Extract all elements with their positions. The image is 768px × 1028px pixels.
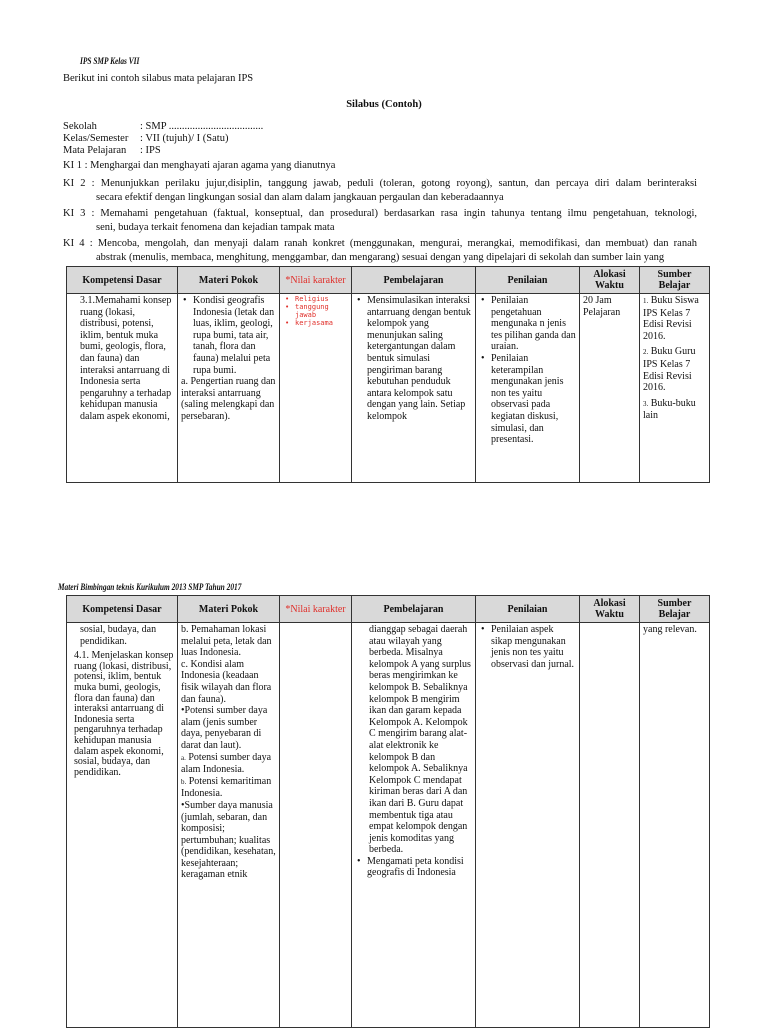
info-value: : SMP .................................... bbox=[140, 121, 264, 132]
nilai-tanggung-jawab: • tanggung jawab bbox=[295, 303, 348, 319]
kd-cell bbox=[67, 623, 178, 1028]
sumber-cell bbox=[640, 294, 710, 483]
ki-2 bbox=[63, 177, 697, 205]
materi-bullet: • Kondisi geografis Indonesia (letak dan luas, iklim, geologi, rupa bumi, tata air, tanah, flora dan fauna) melalui peta rupa bumi. bbox=[193, 295, 276, 376]
page-header-2: Materi Bimbingan teknis Kurikulum 2013 SMP Tahun 2017 bbox=[58, 582, 242, 592]
info-label: Sekolah bbox=[63, 121, 97, 132]
materi-item bbox=[181, 800, 276, 881]
info-mapel bbox=[63, 145, 161, 156]
col-alokasi-waktu: Alokasi Waktu bbox=[580, 596, 640, 623]
info-sekolah bbox=[63, 121, 263, 132]
ki-label: KI 4 bbox=[63, 238, 85, 249]
materi-cell bbox=[178, 294, 280, 483]
materi-mark: • bbox=[181, 799, 185, 811]
nilai-cell bbox=[280, 623, 352, 1028]
intro-text: Berikut ini contoh silabus mata pelajaran IPS bbox=[63, 73, 254, 84]
pembelajaran-bullet: • Mensimulasikan interaksi antarruang dengan bentuk kelompok yang menunjukan saling ketergantungan dalam bentuk simulasi pengiriman barang kebutuhan penduduk antara kelompok satu dengan yang lain. Setiap kelompok bbox=[367, 295, 472, 423]
materi-text: Potensi sumber daya alam (jenis sumber daya, penyebaran di darat dan laut). bbox=[181, 705, 268, 751]
penilaian-item: • Penilaian aspek sikap mengunakan jenis non tes yaitu observasi dan jurnal. bbox=[491, 624, 576, 670]
col-kompetensi-dasar: Kompetensi Dasar bbox=[67, 267, 178, 294]
materi-item bbox=[181, 752, 276, 776]
nilai-karakter-label: *Nilai karakter bbox=[285, 603, 346, 615]
ki-1 bbox=[63, 159, 697, 173]
materi-cell bbox=[178, 623, 280, 1028]
pembelajaran-cell bbox=[352, 623, 476, 1028]
col-alokasi-waktu: Alokasi Waktu bbox=[580, 267, 640, 294]
sumber-item bbox=[643, 398, 706, 422]
alokasi-cell: 20 Jam Pelajaran bbox=[580, 294, 640, 483]
materi-text: Potensi kemaritiman Indonesia. bbox=[181, 775, 272, 800]
sumber-num: 2. bbox=[643, 348, 649, 357]
materi-text: Kondisi alam Indonesia (keadaan fisik wilayah dan flora dan fauna). bbox=[181, 658, 272, 705]
col-nilai-karakter bbox=[280, 267, 352, 294]
col-pembelajaran: Pembelajaran bbox=[352, 267, 476, 294]
alokasi-cell bbox=[580, 623, 640, 1028]
materi-mark: b. bbox=[181, 777, 187, 786]
info-value: : IPS bbox=[140, 145, 161, 156]
kd-cell bbox=[67, 294, 178, 483]
ki-text-cont: secara efektif dengan lingkungan sosial dan alam dalam jangkauan pergaulan dan keberadaannya bbox=[96, 192, 504, 203]
ki-4 bbox=[63, 237, 697, 265]
ki-text: : Menunjukkan perilaku jujur,disiplin, tanggung jawab, peduli (toleran, gotong royong), santun, dan percaya diri dalam berinteraksi bbox=[91, 178, 697, 189]
pembelajaran-cell bbox=[352, 294, 476, 483]
ki-text-cont: seni, budaya terkait fenomena dan kejadian tampak mata bbox=[96, 222, 335, 233]
nilai-cell bbox=[280, 294, 352, 483]
materi-item bbox=[181, 624, 276, 659]
col-kompetensi-dasar: Kompetensi Dasar bbox=[67, 596, 178, 623]
info-label: Kelas/Semester bbox=[63, 133, 129, 144]
penilaian-item: • Penilaian pengetahuan mengunaka n jenis tes pilihan ganda dan uraian. bbox=[491, 295, 576, 353]
materi-text: Pemahaman lokasi melalui peta, letak dan luas Indonesia. bbox=[181, 624, 272, 659]
sumber-item bbox=[643, 346, 706, 393]
sumber-text: Buku-buku lain bbox=[643, 397, 696, 422]
pembelajaran-bullet: • Mengamati peta kondisi geografis di Indonesia bbox=[367, 856, 472, 879]
table-row bbox=[67, 623, 710, 1028]
ki-label: KI 3 bbox=[63, 208, 86, 219]
sumber-text: Buku Siswa IPS Kelas 7 Edisi Revisi 2016. bbox=[643, 295, 699, 342]
penilaian-cell bbox=[476, 623, 580, 1028]
ki-label: KI 1 bbox=[63, 160, 82, 171]
document-title: Silabus (Contoh) bbox=[346, 99, 422, 110]
materi-item bbox=[181, 705, 276, 751]
materi-text: Sumber daya manusia (jumlah, sebaran, dan komposisi; pertumbuhan; kualitas (pendidikan, kesehatan, kesejahteraan; keragaman etnik bbox=[181, 799, 276, 881]
col-nilai-karakter bbox=[280, 596, 352, 623]
info-value: : VII (tujuh)/ I (Satu) bbox=[140, 133, 229, 144]
table-row bbox=[67, 294, 710, 483]
syllabus-table-2 bbox=[66, 595, 710, 1028]
materi-item bbox=[181, 659, 276, 705]
sumber-num: 1. bbox=[643, 297, 649, 305]
penilaian-cell bbox=[476, 294, 580, 483]
col-pembelajaran: Pembelajaran bbox=[352, 596, 476, 623]
materi-item-a: a. Pengertian ruang dan interaksi antarruang (saling melengkapi dan persebaran). bbox=[181, 376, 276, 422]
col-penilaian: Penilaian bbox=[476, 267, 580, 294]
info-kelas bbox=[63, 133, 228, 144]
info-label: Mata Pelajaran bbox=[63, 145, 127, 156]
nilai-karakter-label: *Nilai karakter bbox=[285, 274, 346, 286]
kd-text: 3.1.Memahami konsep ruang (lokasi, distribusi, potensi, iklim, bentuk muka bumi, geologis, flora, dan fauna) dan interaksi antarruang di Indonesia serta pengaruhny a terhadap kehidupan manusia dalam aspek ekonomi, bbox=[80, 295, 172, 422]
materi-mark: • bbox=[181, 705, 185, 717]
pembelajaran-text: dianggap sebagai daerah atau wilayah yang berbeda. Misalnya kelompok A yang surplus beras mengirimkan ke kelompok B. Sebaliknya kelompok B mengirim ikan dan garam kepada Kelompok A. Kelompok C mengirim barang alat-alat elektronik ke kelompok B dan kelompok A. Sebaliknya Kelompok C mendapat kiriman beras dari A dan ikan dari B. Guru dapat membentuk tiga atau empat kelompok dengan jenis komoditas yang berbeda. bbox=[369, 624, 471, 856]
ki-text: : Mencoba, mengolah, dan menyaji dalam ranah konkret (menggunakan, mengurai, merangkai, memodifikasi, dan membuat) dan ranah bbox=[89, 238, 697, 249]
ki-text: : Menghargai dan menghayati ajaran agama yang dianutnya bbox=[84, 160, 336, 171]
penilaian-item: • Penilaian keterampilan mengunakan jenis non tes yaitu observasi pada kegiatan diskusi, simulasi, dan presentasi. bbox=[491, 353, 576, 446]
sumber-num: 3. bbox=[643, 399, 649, 408]
sumber-item bbox=[643, 295, 706, 342]
kd-continuation: sosial, budaya, dan pendidikan. bbox=[80, 624, 157, 647]
col-penilaian: Penilaian bbox=[476, 596, 580, 623]
col-materi-pokok: Materi Pokok bbox=[178, 596, 280, 623]
materi-mark: a. bbox=[181, 753, 186, 762]
materi-mark: c. bbox=[181, 658, 188, 670]
col-materi-pokok: Materi Pokok bbox=[178, 267, 280, 294]
sumber-cell: yang relevan. bbox=[640, 623, 710, 1028]
ki-text-cont: abstrak (menulis, membaca, menghitung, menggambar, dan mengarang) sesuai dengan yang dipelajari di sekolah dan sumber lain yang bbox=[96, 252, 665, 263]
col-sumber-belajar: Sumber Belajar bbox=[640, 267, 710, 294]
materi-item bbox=[181, 776, 276, 800]
sumber-text: Buku Guru IPS Kelas 7 Edisi Revisi 2016. bbox=[643, 346, 696, 394]
materi-mark: b. bbox=[181, 624, 189, 635]
table-header-row bbox=[67, 596, 710, 623]
page-header: IPS SMP Kelas VII bbox=[80, 56, 140, 66]
nilai-religius: • Religius bbox=[295, 295, 348, 303]
kd-4-1: 4.1. Menjelaskan konsep ruang (lokasi, distribusi, potensi, iklim, bentuk muka bumi, geologis, flora dan fauna) dan interaksi antarruang di Indonesia serta pengaruhnya terhadap kehidupan manusia dalam aspek ekonomi, sosial, budaya, dan pendidikan. bbox=[74, 650, 174, 778]
syllabus-table-1 bbox=[66, 266, 710, 483]
col-sumber-belajar: Sumber Belajar bbox=[640, 596, 710, 623]
materi-text: Potensi sumber daya alam Indonesia. bbox=[181, 751, 272, 776]
nilai-kerjasama: • kerjasama bbox=[295, 319, 348, 327]
ki-3 bbox=[63, 207, 697, 235]
ki-text: : Memahami pengetahuan (faktual, konseptual, dan prosedural) berdasarkan rasa ingin tahunya tentang ilmu pengetahuan, teknologi, bbox=[91, 208, 697, 219]
table-header-row bbox=[67, 267, 710, 294]
ki-label: KI 2 bbox=[63, 178, 86, 189]
